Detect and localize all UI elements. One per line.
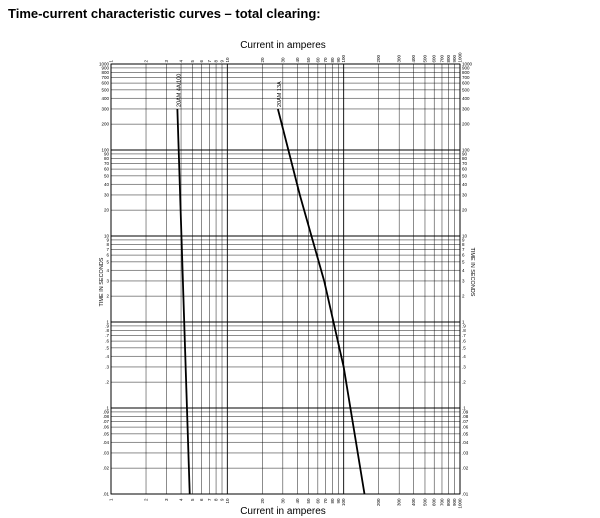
y-tick-label-right: 5 [462, 259, 465, 265]
y-tick-label-right: 4 [462, 267, 465, 273]
y-tick-label-right: .08 [462, 413, 469, 419]
x-tick-label-top: 700 [439, 54, 445, 63]
x-tick-label-bottom: 300 [396, 498, 402, 507]
y-tick-label-left: .06 [102, 424, 109, 430]
x-tick-label-top: 3 [164, 59, 170, 63]
plot-frame [111, 64, 460, 494]
y-tick-label-left: 10 [103, 233, 109, 239]
y-tick-label-left: 8 [106, 241, 109, 247]
y-tick-label-left: 1 [106, 319, 109, 325]
y-tick-label-right: 20 [462, 207, 468, 213]
x-tick-label-top: 500 [422, 54, 428, 63]
x-tick-label-top: 70 [323, 57, 329, 63]
y-tick-label-right: 70 [462, 160, 468, 166]
x-tick-labels-top [109, 52, 463, 63]
x-axis-title-top: Current in amperes [240, 40, 326, 51]
y-tick-label-left: 20 [103, 207, 109, 213]
y-tick-label-left: 600 [101, 80, 109, 86]
x-tick-label-bottom: 50 [306, 498, 312, 504]
y-tick-label-right: .01 [462, 491, 469, 497]
x-tick-label-bottom: 40 [294, 498, 300, 504]
y-tick-label-left: 40 [103, 181, 109, 187]
x-tick-label-top: 50 [306, 57, 312, 63]
y-tick-label-left: 2 [106, 293, 109, 299]
y-tick-label-left: 70 [103, 160, 109, 166]
y-tick-label-left: .08 [102, 413, 109, 419]
x-tick-label-top: 800 [446, 54, 452, 63]
x-tick-label-bottom: 9 [219, 498, 225, 502]
y-tick-label-left: 700 [101, 74, 109, 80]
y-tick-label-left: .6 [105, 338, 109, 344]
chart-series [176, 74, 364, 494]
x-tick-label-top: 60 [315, 57, 321, 63]
y-tick-label-left: 4 [106, 267, 109, 273]
y-tick-label-right: .04 [462, 439, 469, 445]
series-label: 20AM 4A/100 [176, 73, 183, 107]
y-tick-label-right: 8 [462, 241, 465, 247]
series-label: 20AM 13A [276, 81, 283, 107]
y-tick-label-left: 80 [103, 155, 109, 161]
x-tick-label-top: 9 [219, 59, 225, 63]
x-tick-label-bottom: 70 [323, 498, 329, 504]
x-tick-label-top: 90 [335, 57, 341, 63]
y-tick-label-right: .02 [462, 465, 469, 471]
chart-grid [111, 64, 460, 494]
y-tick-label-left: 500 [101, 87, 109, 93]
y-tick-label-right: .7 [462, 332, 466, 338]
x-tick-label-top: 30 [280, 57, 286, 63]
y-tick-label-right: 6 [462, 252, 465, 258]
y-tick-label-left: .03 [102, 450, 109, 456]
y-tick-label-right: .09 [462, 409, 469, 415]
x-tick-label-top: 300 [396, 54, 402, 63]
y-tick-label-right: .8 [462, 327, 466, 333]
x-tick-label-bottom: 10 [224, 498, 230, 504]
y-tick-label-left: 6 [106, 252, 109, 258]
y-axis-title-right: TIME IN SECONDS [469, 247, 475, 297]
x-tick-label-bottom: 20 [259, 498, 265, 504]
y-tick-label-left: .01 [102, 491, 109, 497]
y-tick-label-right: .03 [462, 450, 469, 456]
x-tick-label-top: 1 [108, 59, 114, 63]
x-tick-label-top: 4 [178, 59, 184, 63]
x-tick-label-bottom: 700 [439, 498, 445, 507]
x-tick-label-bottom: 400 [411, 498, 417, 507]
x-tick-label-bottom: 900 [452, 498, 458, 507]
y-tick-label-left: .7 [105, 332, 109, 338]
y-tick-label-right: 400 [462, 95, 470, 101]
y-tick-label-left: .4 [105, 353, 109, 359]
y-tick-label-right: .1 [462, 405, 466, 411]
y-tick-label-left: 400 [101, 95, 109, 101]
y-tick-label-left: .1 [105, 405, 109, 411]
x-tick-label-top: 1000 [457, 52, 463, 63]
x-tick-label-bottom: 5 [189, 498, 195, 502]
y-tick-label-right: .05 [462, 431, 469, 437]
y-tick-label-left: 1000 [98, 61, 109, 67]
y-tick-label-right: 600 [462, 80, 470, 86]
series-curve [278, 109, 365, 494]
y-tick-label-right: .5 [462, 345, 466, 351]
x-tick-label-top: 10 [224, 57, 230, 63]
y-tick-label-right: 9 [462, 237, 465, 243]
y-tick-label-right: 100 [462, 147, 470, 153]
x-tick-label-bottom: 100 [341, 498, 347, 507]
y-tick-label-left: 7 [106, 246, 109, 252]
y-tick-label-right: 700 [462, 74, 470, 80]
y-tick-label-right: 1000 [462, 61, 473, 67]
y-tick-label-left: 50 [103, 173, 109, 179]
y-tick-label-left: .9 [105, 323, 109, 329]
y-tick-label-left: .05 [102, 431, 109, 437]
y-tick-label-left: 800 [101, 69, 109, 75]
y-tick-label-left: 90 [103, 151, 109, 157]
y-tick-label-left: .3 [105, 364, 109, 370]
x-tick-label-bottom: 4 [178, 498, 184, 502]
y-tick-label-right: 300 [462, 106, 470, 112]
y-tick-label-left: 200 [101, 121, 109, 127]
y-tick-label-left: 5 [106, 259, 109, 265]
x-tick-label-top: 7 [206, 59, 212, 63]
x-tick-label-bottom: 60 [315, 498, 321, 504]
y-tick-label-right: 900 [462, 65, 470, 71]
y-tick-label-right: 50 [462, 173, 468, 179]
x-tick-label-top: 40 [294, 57, 300, 63]
y-tick-label-right: 90 [462, 151, 468, 157]
y-tick-label-left: 60 [103, 166, 109, 172]
y-tick-label-left: 3 [106, 278, 109, 284]
page-title: Time-current characteristic curves – total clearing: [8, 6, 321, 21]
y-tick-label-left: 100 [101, 147, 109, 153]
y-tick-label-right: 60 [462, 166, 468, 172]
y-tick-label-left: .2 [105, 379, 109, 385]
y-tick-label-left: .09 [102, 409, 109, 415]
y-tick-label-left: 9 [106, 237, 109, 243]
x-tick-label-bottom: 6 [199, 498, 205, 502]
y-tick-label-right: .3 [462, 364, 466, 370]
y-tick-label-right: 40 [462, 181, 468, 187]
x-tick-label-bottom: 80 [329, 498, 335, 504]
x-axis-title-bottom: Current in amperes [240, 506, 326, 517]
x-tick-label-bottom: 1000 [457, 498, 463, 509]
x-tick-label-bottom: 600 [431, 498, 437, 507]
x-tick-label-top: 20 [259, 57, 265, 63]
x-tick-label-top: 8 [213, 59, 219, 63]
y-tick-label-left: .07 [102, 418, 109, 424]
y-tick-label-left: .5 [105, 345, 109, 351]
x-tick-label-top: 200 [376, 54, 382, 63]
x-tick-label-top: 6 [199, 59, 205, 63]
x-tick-label-bottom: 800 [446, 498, 452, 507]
y-tick-label-right: .2 [462, 379, 466, 385]
x-tick-label-top: 600 [431, 54, 437, 63]
y-tick-label-right: .07 [462, 418, 469, 424]
y-tick-label-right: 800 [462, 69, 470, 75]
y-tick-label-right: .4 [462, 353, 466, 359]
y-tick-label-right: 500 [462, 87, 470, 93]
y-tick-label-right: 7 [462, 246, 465, 252]
y-tick-label-right: .9 [462, 323, 466, 329]
x-tick-label-top: 400 [411, 54, 417, 63]
x-tick-label-bottom: 200 [376, 498, 382, 507]
x-tick-label-top: 100 [341, 54, 347, 63]
x-tick-label-bottom: 1 [108, 498, 114, 502]
x-tick-label-top: 2 [143, 59, 149, 63]
y-tick-label-right: 30 [462, 192, 468, 198]
x-tick-label-bottom: 3 [164, 498, 170, 502]
y-tick-label-right: 200 [462, 121, 470, 127]
y-tick-label-left: .8 [105, 327, 109, 333]
x-tick-label-bottom: 2 [143, 498, 149, 502]
x-tick-label-bottom: 30 [280, 498, 286, 504]
series-curve [177, 109, 189, 494]
x-tick-label-top: 900 [452, 54, 458, 63]
y-tick-label-right: .06 [462, 424, 469, 430]
y-tick-label-right: 1 [462, 319, 465, 325]
y-tick-label-right: 3 [462, 278, 465, 284]
y-tick-label-left: .04 [102, 439, 109, 445]
y-tick-label-right: .6 [462, 338, 466, 344]
x-tick-label-top: 5 [189, 59, 195, 63]
y-tick-label-left: 300 [101, 106, 109, 112]
x-tick-label-top: 80 [329, 57, 335, 63]
y-tick-label-left: .02 [102, 465, 109, 471]
x-tick-label-bottom: 7 [206, 498, 212, 502]
y-axis-title-left: TIME IN SECONDS [99, 257, 105, 307]
y-tick-label-left: 900 [101, 65, 109, 71]
y-tick-label-right: 2 [462, 293, 465, 299]
y-tick-label-right: 80 [462, 155, 468, 161]
x-tick-label-bottom: 8 [213, 498, 219, 502]
x-tick-label-bottom: 500 [422, 498, 428, 507]
x-tick-label-bottom: 90 [335, 498, 341, 504]
y-tick-label-right: 10 [462, 233, 468, 239]
y-tick-label-left: 30 [103, 192, 109, 198]
